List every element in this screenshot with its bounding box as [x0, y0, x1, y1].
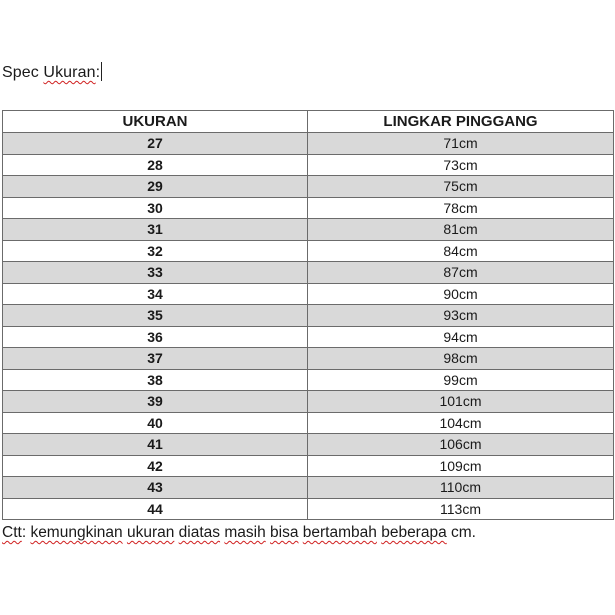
title-text-underlined: Ukuran	[43, 64, 96, 81]
footnote-segment: masih	[224, 524, 266, 541]
table-row	[3, 240, 614, 262]
waist-cell: 93cm	[308, 305, 614, 327]
footnote-segment: ukuran	[126, 524, 175, 541]
table-row	[3, 283, 614, 305]
table-row	[3, 391, 614, 413]
waist-cell: 84cm	[308, 240, 614, 262]
footnote-segment: kemungkinan	[30, 524, 123, 541]
waist-cell: 90cm	[308, 283, 614, 305]
waist-cell: 73cm	[308, 154, 614, 176]
size-cell: 31	[3, 219, 308, 241]
waist-cell: 109cm	[308, 455, 614, 477]
waist-cell: 71cm	[308, 133, 614, 155]
size-cell: 37	[3, 348, 308, 370]
size-cell: 39	[3, 391, 308, 413]
footnote-segment: :	[21, 524, 31, 541]
waist-cell: 81cm	[308, 219, 614, 241]
size-cell: 43	[3, 477, 308, 499]
size-cell: 36	[3, 326, 308, 348]
table-row	[3, 434, 614, 456]
waist-cell: 98cm	[308, 348, 614, 370]
footnote-segment: bisa	[270, 524, 299, 541]
table-row	[3, 262, 614, 284]
footnote-segment: diatas	[178, 524, 221, 541]
table-row	[3, 326, 614, 348]
size-cell: 30	[3, 197, 308, 219]
size-cell: 29	[3, 176, 308, 198]
size-spec-table	[2, 110, 614, 520]
size-cell: 27	[3, 133, 308, 155]
table-row	[3, 412, 614, 434]
size-cell: 35	[3, 305, 308, 327]
table-row	[3, 477, 614, 499]
waist-cell: 110cm	[308, 477, 614, 499]
table-row	[3, 455, 614, 477]
size-cell: 33	[3, 262, 308, 284]
waist-cell: 104cm	[308, 412, 614, 434]
table-row	[3, 176, 614, 198]
footnote-segment: cm.	[446, 524, 476, 541]
header-size: UKURAN	[3, 111, 308, 133]
size-cell: 40	[3, 412, 308, 434]
waist-cell: 78cm	[308, 197, 614, 219]
table-header-row	[3, 111, 614, 133]
header-waist: LINGKAR PINGGANG	[308, 111, 614, 133]
footnote-segment: beberapa	[381, 524, 447, 541]
size-cell: 32	[3, 240, 308, 262]
footnote-segment: Ctt	[2, 524, 22, 541]
footnote-segment: bertambah	[302, 524, 377, 541]
footnote	[2, 524, 476, 542]
size-cell: 38	[3, 369, 308, 391]
waist-cell: 75cm	[308, 176, 614, 198]
table-row	[3, 305, 614, 327]
waist-cell: 113cm	[308, 498, 614, 520]
table-body	[3, 133, 614, 520]
size-cell: 34	[3, 283, 308, 305]
title-text-plain: Spec	[2, 64, 44, 81]
table-row	[3, 369, 614, 391]
text-cursor	[101, 62, 102, 81]
waist-cell: 106cm	[308, 434, 614, 456]
size-cell: 42	[3, 455, 308, 477]
size-cell: 44	[3, 498, 308, 520]
waist-cell: 94cm	[308, 326, 614, 348]
table-row	[3, 219, 614, 241]
size-cell: 28	[3, 154, 308, 176]
size-cell: 41	[3, 434, 308, 456]
document-title	[2, 62, 102, 82]
table-row	[3, 348, 614, 370]
waist-cell: 87cm	[308, 262, 614, 284]
title-text-suffix: :	[95, 64, 101, 81]
table-row	[3, 133, 614, 155]
table-row	[3, 498, 614, 520]
waist-cell: 99cm	[308, 369, 614, 391]
waist-cell: 101cm	[308, 391, 614, 413]
table-row	[3, 154, 614, 176]
table-row	[3, 197, 614, 219]
